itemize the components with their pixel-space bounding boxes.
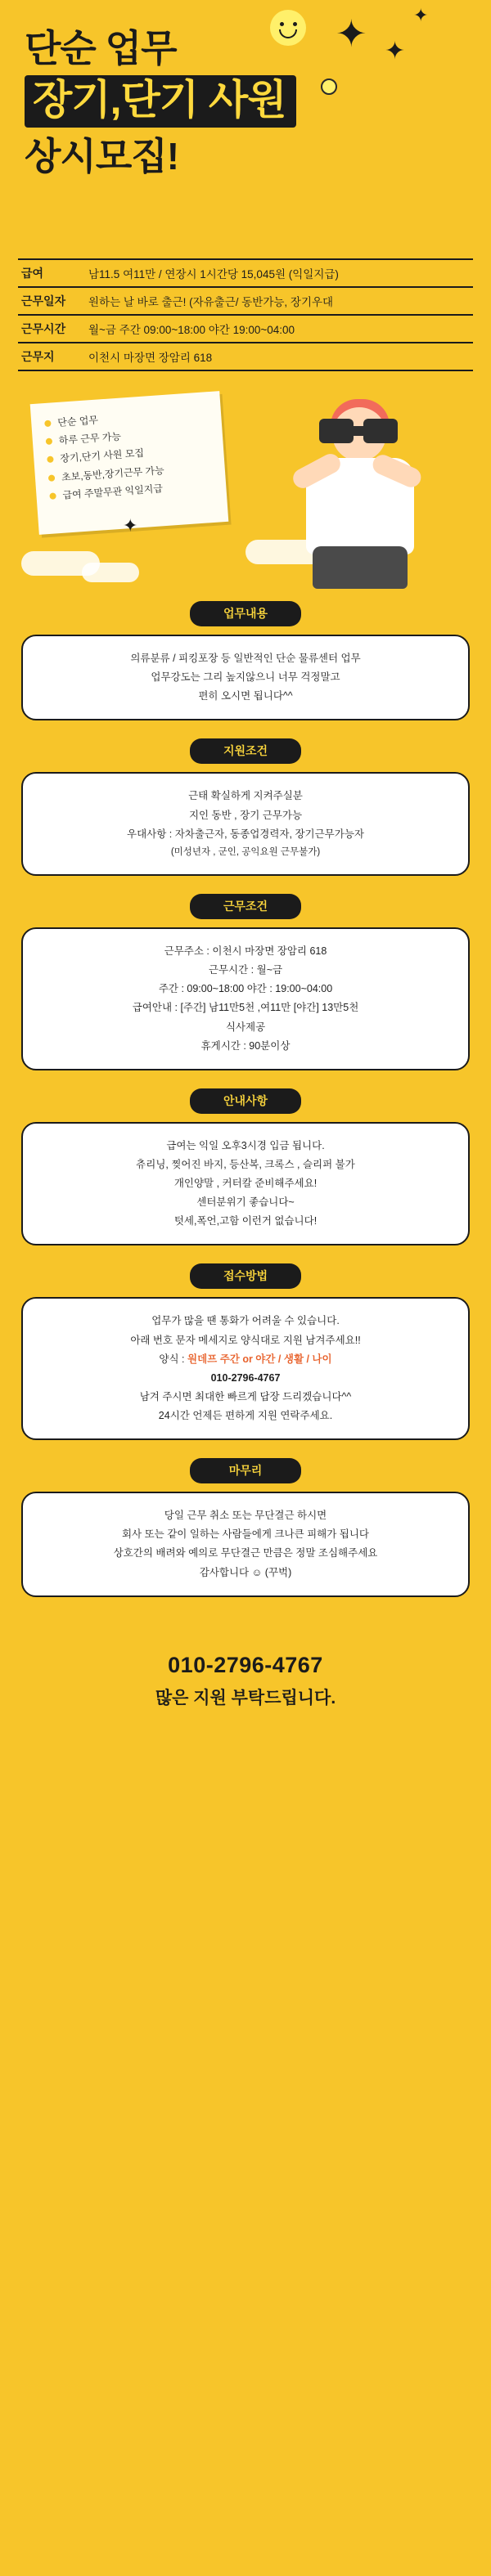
note-item: 하루 근무 가능 xyxy=(43,421,214,451)
card-line: 업무가 많을 땐 통화가 어려울 수 있습니다. xyxy=(151,1315,340,1327)
card-line: (미성년자 , 군인, 공익요원 근무불가) xyxy=(170,846,321,857)
table-row xyxy=(18,260,473,288)
hero-section xyxy=(0,0,491,245)
smiley-face-icon xyxy=(270,10,306,46)
card-line: 의류분류 / 피킹포장 등 일반적인 단순 물류센터 업무 xyxy=(130,653,361,664)
info-key: 근무일자 xyxy=(21,294,66,307)
note-item: 급여 주말무관 익일지급 xyxy=(47,475,218,505)
info-value: 이천시 마장면 장암리 618 xyxy=(88,352,213,364)
illustration-area xyxy=(0,376,491,593)
info-key: 근무시간 xyxy=(21,322,66,335)
apply-format-value: 원데프 주간 or 야간 / 생활 / 나이 xyxy=(187,1353,332,1365)
section-notice xyxy=(21,1088,470,1246)
sparkle-icon-2: ✦ xyxy=(385,38,406,65)
hero-title-line-2: 장기,단기 사원 xyxy=(25,75,296,128)
card-line: 상호간의 배려와 예의로 무단결근 만큼은 정말 조심해주세요 xyxy=(113,1547,378,1560)
card-line: 급여안내 : [주간] 남11만5천 ,여11만 [야간] 13만5천 xyxy=(132,1002,359,1014)
section-title: 접수방법 xyxy=(190,1263,301,1289)
table-row xyxy=(18,343,473,371)
info-value: 원하는 날 바로 출근! (자유출근/ 동반가능, 장기우대 xyxy=(88,296,334,308)
card-line: 주간 : 09:00~18:00 야간 : 19:00~04:00 xyxy=(158,983,333,995)
footer-message: 많은 지원 부탁드립니다. xyxy=(155,1688,336,1708)
section-closing xyxy=(21,1458,470,1597)
card-line: 아래 번호 문자 메세지로 양식대로 지원 남겨주세요!! xyxy=(130,1334,361,1346)
note-card xyxy=(30,391,229,535)
section-how-to-apply xyxy=(21,1263,470,1440)
smiley-small-icon xyxy=(321,79,337,95)
pants-shape xyxy=(313,546,408,589)
star-icon: ✦ xyxy=(123,515,138,536)
card-line: 개인양말 , 커터칼 준비해주세요! xyxy=(173,1178,318,1190)
card-line: 남겨 주시면 최대한 빠르게 답장 드리겠습니다^^ xyxy=(139,1390,352,1402)
sparkle-icon-3: ✦ xyxy=(413,5,429,25)
card-line: 회사 또는 같이 일하는 사람들에게 크나큰 피해가 됩니다 xyxy=(121,1528,370,1541)
section-title: 근무조건 xyxy=(190,894,301,919)
card-line: 센터분위기 좋습니다~ xyxy=(196,1196,295,1209)
table-row xyxy=(18,288,473,316)
person-with-binoculars-illustration xyxy=(227,376,473,589)
section-title: 마무리 xyxy=(190,1458,301,1483)
card-line: 우대사항 : 자차출근자, 동종업경력자, 장기근무가능자 xyxy=(127,828,364,840)
section-work-conditions xyxy=(21,894,470,1070)
card-line: 24시간 언제든 편하게 지원 연락주세요. xyxy=(158,1410,333,1422)
info-value: 월~금 주간 09:00~18:00 야간 19:00~04:00 xyxy=(88,324,295,336)
section-card xyxy=(21,1297,470,1440)
section-title: 업무내용 xyxy=(190,601,301,626)
card-line: 급여는 익일 오후3시경 입금 됩니다. xyxy=(166,1139,325,1151)
apply-format-label: 양식 : xyxy=(159,1353,185,1365)
info-value: 남11.5 여11만 / 연장시 1시간당 15,045원 (익일지급) xyxy=(88,268,339,280)
card-line: 근무시간 : 월~금 xyxy=(208,964,283,976)
note-item: 단순 업무 xyxy=(43,403,214,433)
card-line: 감사합니다 ☺ (꾸벅) xyxy=(199,1566,292,1578)
footer xyxy=(0,1631,491,1742)
sections-container xyxy=(0,593,491,1631)
card-line: 근무주소 : 이천시 마장면 장암리 618 xyxy=(164,945,327,958)
section-title: 안내사항 xyxy=(190,1088,301,1114)
section-card xyxy=(21,772,470,876)
sparkle-icon: ✦ xyxy=(336,12,367,55)
card-line: 츄리닝, 찢어진 바지, 등산복, 크록스 , 슬리퍼 불가 xyxy=(136,1158,355,1170)
section-card xyxy=(21,927,470,1070)
card-line: 휴게시간 : 90분이상 xyxy=(200,1039,291,1052)
section-title: 지원조건 xyxy=(190,738,301,764)
note-item: 초보,동반,장기근무 가능 xyxy=(46,457,217,487)
table-row xyxy=(18,316,473,343)
section-card xyxy=(21,1122,470,1246)
info-key: 근무지 xyxy=(21,350,55,363)
card-line: 지인 동반 , 장기 근무가능 xyxy=(188,809,303,821)
card-line: 편히 오시면 됩니다^^ xyxy=(198,690,293,702)
hero-title-line-1: 단순 업무 xyxy=(25,27,177,70)
note-item: 장기,단기 사원 모집 xyxy=(45,439,216,469)
bottom-spacer xyxy=(0,1742,491,2576)
binoculars-icon xyxy=(319,419,398,443)
card-line: 식사제공 xyxy=(225,1021,266,1033)
hero-title-line-3: 상시모집! xyxy=(25,134,179,177)
contact-phone[interactable]: 010-2796-4767 xyxy=(210,1371,281,1384)
info-table xyxy=(18,258,473,371)
card-line: 근태 확실하게 지켜주실분 xyxy=(188,790,303,802)
footer-phone[interactable]: 010-2796-4767 xyxy=(168,1652,323,1677)
cloud-shape-3 xyxy=(82,563,139,582)
apply-format-row xyxy=(34,1350,457,1369)
card-line: 업무강도는 그리 높지않으니 너무 걱정말고 xyxy=(151,671,340,684)
info-key: 급여 xyxy=(21,267,44,280)
section-card xyxy=(21,635,470,720)
card-line: 당일 근무 취소 또는 무단결근 하시면 xyxy=(164,1510,327,1522)
section-requirements xyxy=(21,738,470,876)
card-line: 텃세,폭언,고함 이런거 없습니다! xyxy=(173,1215,318,1227)
section-card xyxy=(21,1492,470,1597)
section-job-description xyxy=(21,601,470,720)
